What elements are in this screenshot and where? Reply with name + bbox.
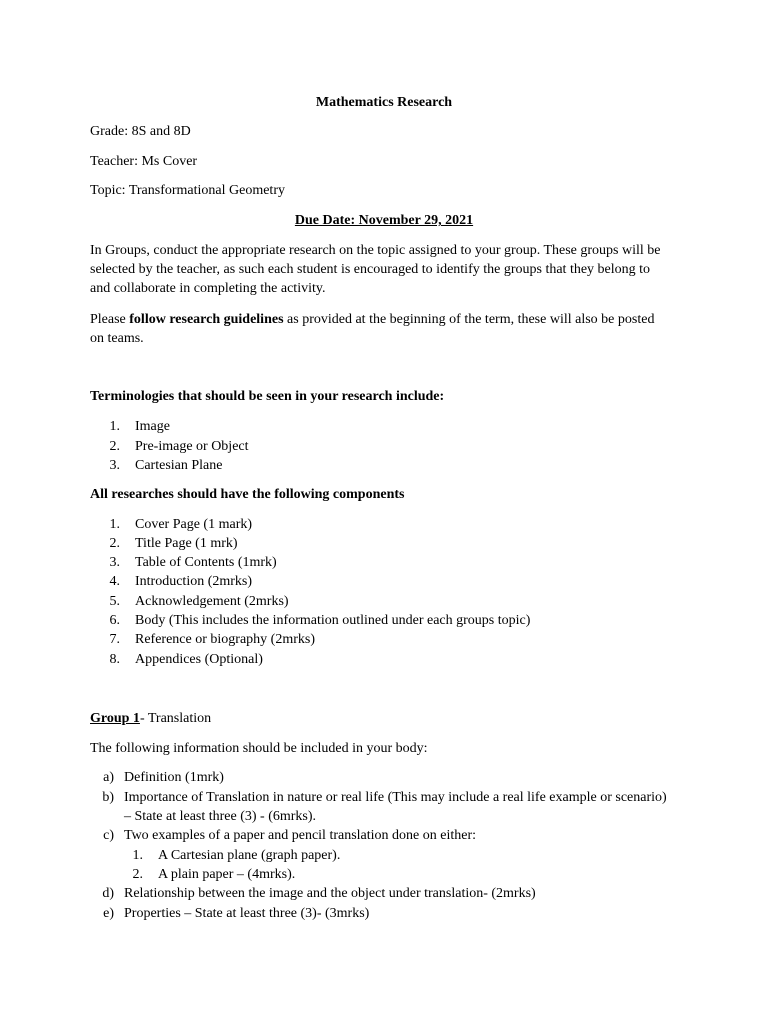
guidelines-prefix: Please bbox=[90, 312, 130, 327]
list-text: Title Page (1 mrk) bbox=[135, 536, 238, 551]
list-marker: 5. bbox=[109, 594, 120, 609]
list-marker: 3. bbox=[109, 458, 120, 473]
list-text: Reference or biography (2mrks) bbox=[135, 632, 315, 647]
list-text: Cover Page (1 mark) bbox=[135, 517, 253, 532]
list-text: Pre-image or Object bbox=[135, 439, 249, 454]
group1-body-intro: The following information should be included in your body: bbox=[90, 741, 428, 756]
list-marker: 2. bbox=[132, 867, 143, 882]
list-text: Relationship between the image and the object under translation- (2mrks) bbox=[124, 886, 536, 901]
guidelines-suffix: as provided at the beginning of the term, these will also be posted on teams. bbox=[90, 312, 655, 346]
teacher-line: Teacher: Ms Cover bbox=[90, 154, 198, 169]
list-text: Importance of Translation in nature or real life (This may include a real life example or scenario) – State at least three (3) - (6mrks). bbox=[124, 790, 667, 824]
list-text: Properties – State at least three (3)- (3mrks) bbox=[124, 906, 370, 921]
list-marker: 2. bbox=[109, 439, 120, 454]
group1-heading bbox=[90, 709, 211, 728]
intro-paragraph: In Groups, conduct the appropriate research on the topic assigned to your group. These groups will be selected by the teacher, as such each student is encouraged to identify the groups that they belong to and collaborate in completing the activity. bbox=[90, 243, 661, 296]
list-marker: e) bbox=[103, 906, 114, 921]
list-text: Cartesian Plane bbox=[135, 458, 223, 473]
list-text: Introduction (2mrks) bbox=[135, 574, 253, 589]
list-text: Table of Contents (1mrk) bbox=[135, 555, 277, 570]
list-marker: 4. bbox=[109, 574, 120, 589]
list-marker: 8. bbox=[109, 652, 120, 667]
list-marker: 1. bbox=[132, 848, 143, 863]
group1-topic: - Translation bbox=[139, 711, 212, 726]
list-marker: 1. bbox=[109, 517, 120, 532]
due-date: Due Date: November 29, 2021 bbox=[294, 213, 474, 228]
list-marker: 7. bbox=[109, 632, 120, 647]
list-marker: 6. bbox=[109, 613, 120, 628]
document-title: Mathematics Research bbox=[315, 95, 453, 110]
list-text: A Cartesian plane (graph paper). bbox=[158, 848, 341, 863]
group1-label: Group 1 bbox=[90, 711, 140, 726]
list-text: Body (This includes the information outlined under each groups topic) bbox=[135, 613, 531, 628]
list-text: Two examples of a paper and pencil translation done on either: bbox=[124, 828, 477, 843]
list-marker: a) bbox=[103, 770, 114, 785]
grade-line: Grade: 8S and 8D bbox=[90, 124, 191, 139]
list-marker: d) bbox=[102, 886, 114, 901]
guidelines-bold: follow research guidelines bbox=[129, 312, 284, 327]
list-marker: b) bbox=[102, 790, 114, 805]
topic-line: Topic: Transformational Geometry bbox=[90, 183, 285, 198]
list-text: Image bbox=[135, 419, 170, 434]
terminologies-heading: Terminologies that should be seen in your research include: bbox=[90, 389, 445, 404]
list-marker: 2. bbox=[109, 536, 120, 551]
list-text: Definition (1mrk) bbox=[124, 770, 224, 785]
list-marker: c) bbox=[103, 828, 114, 843]
list-text: A plain paper – (4mrks). bbox=[158, 867, 296, 882]
components-heading: All researches should have the following components bbox=[90, 487, 405, 502]
list-marker: 3. bbox=[109, 555, 120, 570]
list-text: Acknowledgement (2mrks) bbox=[135, 594, 289, 609]
list-marker: 1. bbox=[109, 419, 120, 434]
guidelines-paragraph bbox=[90, 310, 670, 348]
list-text: Appendices (Optional) bbox=[135, 652, 263, 667]
